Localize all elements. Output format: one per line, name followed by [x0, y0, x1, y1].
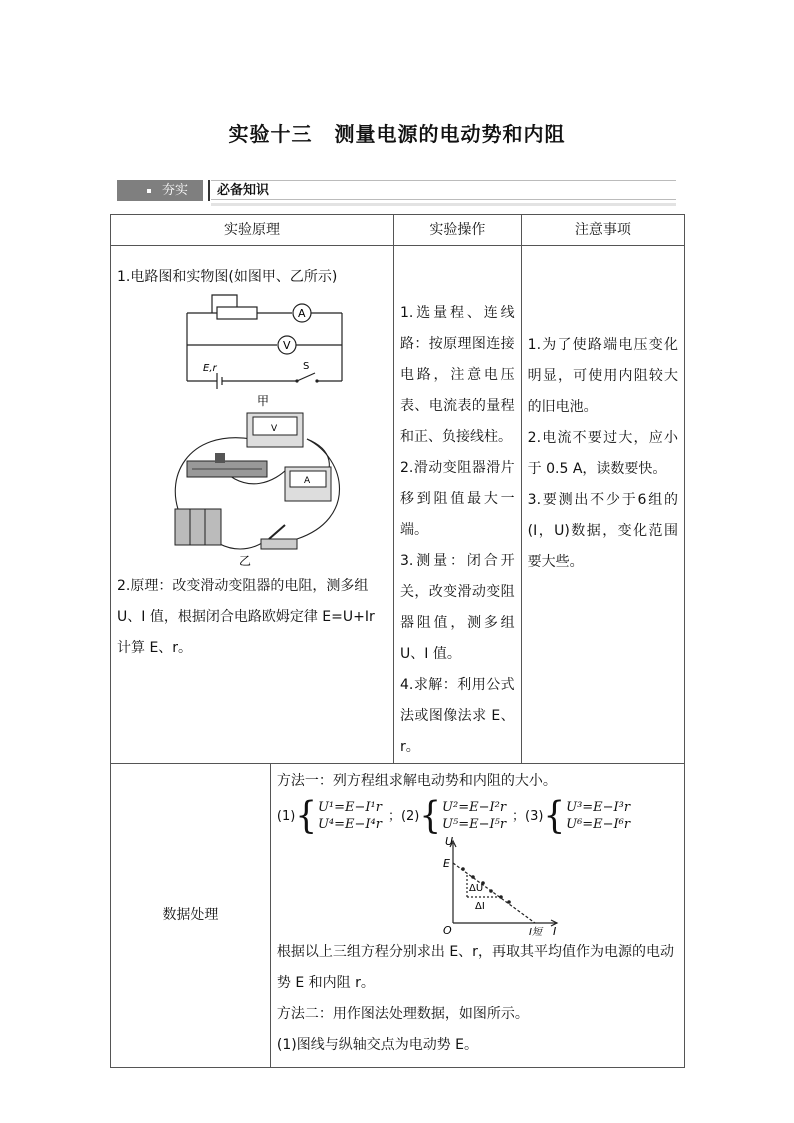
data-processing-cell	[270, 764, 684, 1068]
section-tag-text: 夯实	[162, 183, 189, 198]
eq1-a: U¹=E−I¹r	[317, 800, 382, 815]
graph-ishort-label: I短	[528, 927, 542, 937]
note-1: 1.为了使路端电压变化明显，可使用内阻较大的旧电池。	[527, 337, 678, 415]
notes-cell	[521, 246, 684, 764]
principle-cell	[111, 246, 394, 764]
switch-symbol: S	[303, 361, 310, 372]
operation-step-4: 4.求解：利用公式法或图像法求 E、r。	[400, 677, 515, 755]
operation-step-2: 2.滑动变阻器滑片移到阻值最大一端。	[400, 460, 515, 538]
title-part1: 实验十三	[228, 122, 313, 146]
circuit-diagram-jia	[177, 293, 387, 409]
eq-system-3: { U³=E−I³r U⁶=E−I⁶r	[543, 794, 631, 838]
svg-text:V: V	[271, 424, 278, 434]
eq-system-2: { U²=E−I²r U⁵=E−I⁵r	[419, 794, 507, 838]
header-principle: 实验原理	[111, 215, 394, 246]
graph-delta-u: ΔU	[468, 883, 484, 894]
eq2-b: U⁵=E−I⁵r	[442, 817, 507, 832]
eq-system-1: { U¹=E−I¹r U⁴=E−I⁴r	[295, 794, 382, 838]
voltmeter-symbol: V	[283, 339, 291, 352]
eq3-a: U³=E−I³r	[566, 800, 631, 815]
ammeter-symbol: A	[298, 307, 306, 320]
section-header	[117, 180, 676, 202]
graph-y-label: U	[444, 837, 453, 848]
page-title	[0, 118, 794, 147]
data-processing-label: 数据处理	[111, 764, 271, 1068]
graph-origin-label: O	[442, 924, 452, 937]
principle-item2: 2.原理：改变滑动变阻器的电阻，测多组 U、I 值，根据闭合电路欧姆定律 E=U+Ir 计算 E、r。	[117, 578, 375, 656]
eq3-label: ；(3)	[512, 808, 544, 824]
principle-item1: 1.电路图和实物图(如图甲、乙所示)	[117, 269, 338, 285]
source-symbol: E,r	[203, 363, 217, 374]
fig-jia-label: 甲	[257, 394, 270, 408]
fig-yi-label: 乙	[239, 554, 252, 568]
eq1-b: U⁴=E−I⁴r	[317, 817, 382, 832]
ui-graph	[435, 837, 565, 937]
method1-text: 方法一：列方程组求解电动势和内阻的大小。	[276, 773, 557, 789]
graph-x-label: I	[552, 925, 557, 937]
section-underline	[211, 203, 676, 206]
note-3: 3.要测出不少于6组的(I，U)数据，变化范围要大些。	[527, 492, 678, 570]
header-notes: 注意事项	[521, 215, 684, 246]
square-bullet-icon	[147, 189, 151, 193]
operation-cell	[394, 246, 522, 764]
note-2: 2.电流不要过大，应小于 0.5 A，读数要快。	[527, 430, 678, 477]
operation-step-3: 3.测量：闭合开关，改变滑动变阻器阻值，测多组 U、I 值。	[400, 553, 515, 662]
graph-delta-i: ΔI	[474, 901, 485, 912]
method2-text: 方法二：用作图法处理数据，如图所示。	[276, 1006, 529, 1022]
physical-setup-yi	[157, 409, 357, 569]
eq2-label: ；(2)	[387, 808, 420, 824]
method2-item1: (1)图线与纵轴交点为电动势 E。	[276, 1037, 479, 1053]
eq2-a: U²=E−I²r	[442, 800, 507, 815]
section-tag	[117, 180, 203, 201]
svg-text:A: A	[304, 476, 311, 486]
after-equation-text: 根据以上三组方程分别求出 E、r，再取其平均值作为电源的电动势 E 和内阻 r。	[276, 944, 674, 991]
eq3-b: U⁶=E−I⁶r	[566, 817, 631, 832]
knowledge-table	[110, 214, 685, 1068]
section-label: 必备知识	[211, 180, 676, 200]
header-operation: 实验操作	[394, 215, 522, 246]
operation-step-1: 1.选量程、连线路：按原理图连接电路，注意电压表、电流表的量程和正、负接线柱。	[400, 305, 515, 445]
title-part2: 测量电源的电动势和内阻	[334, 122, 566, 146]
equation-systems	[276, 794, 678, 838]
eq1-label: (1)	[276, 808, 296, 824]
graph-e-label: E	[442, 857, 450, 870]
